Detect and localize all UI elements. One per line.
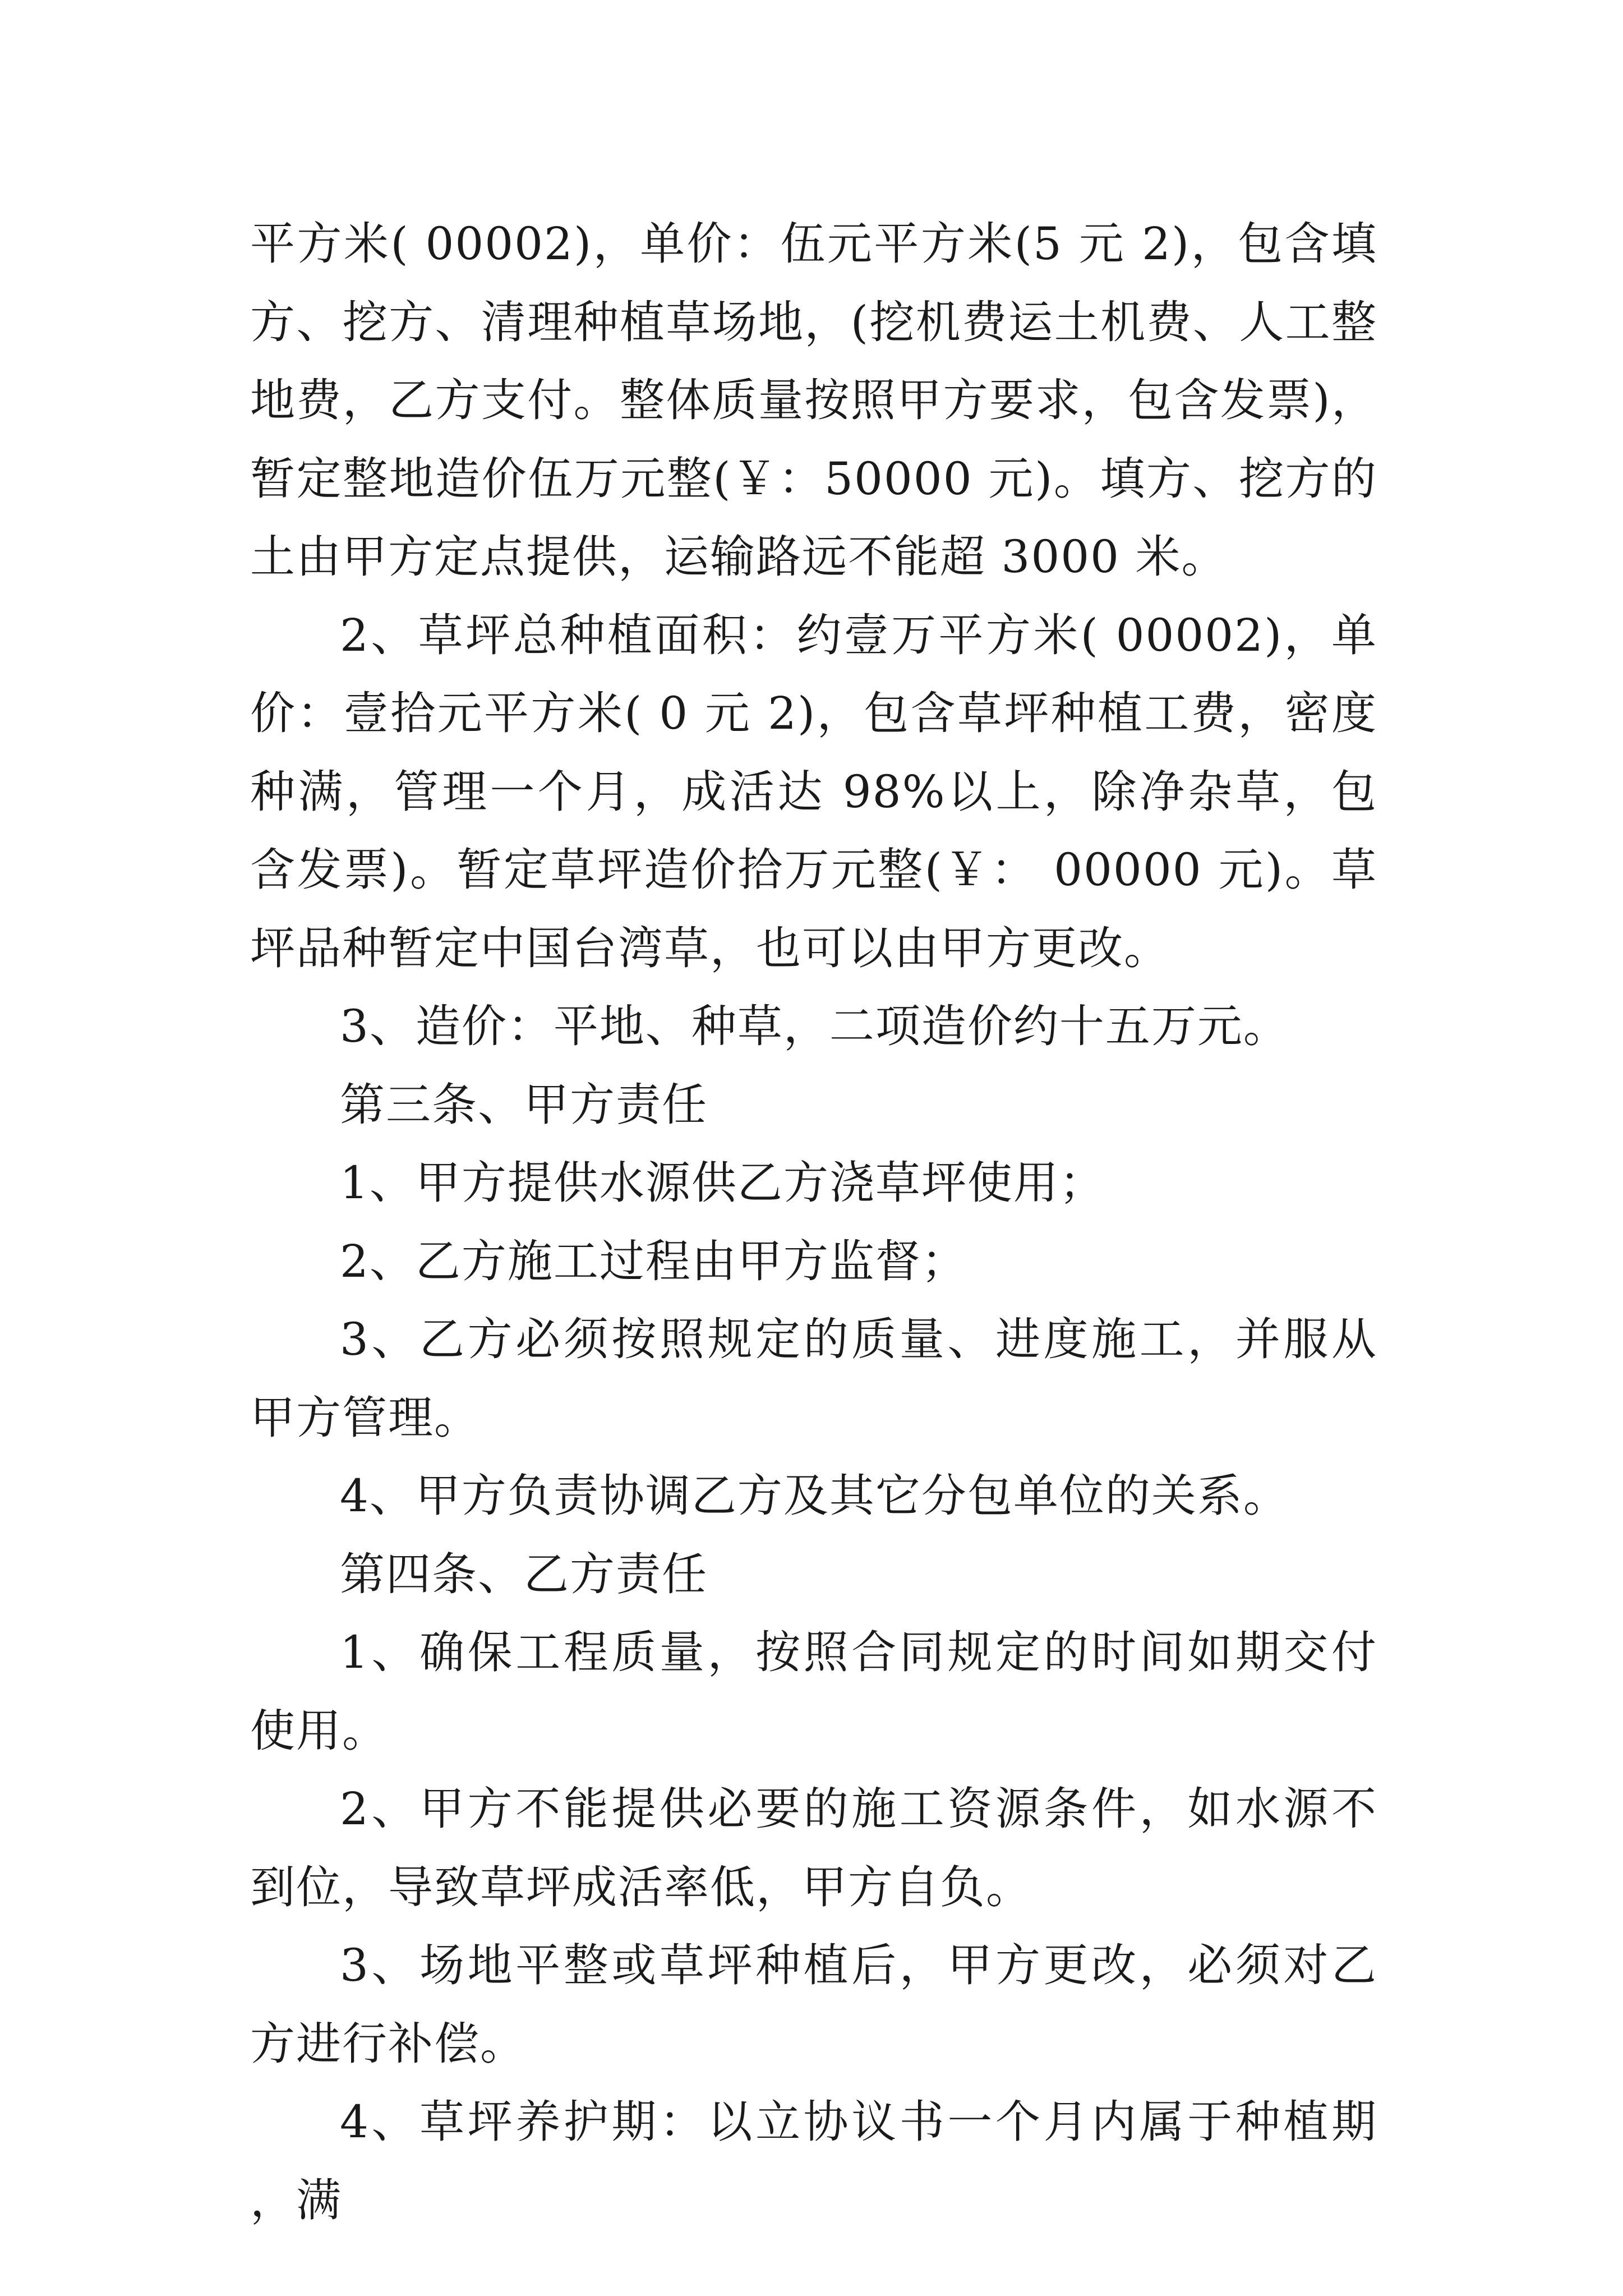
section-heading-party-a: 第三条、甲方责任 bbox=[340, 1078, 708, 1131]
list-item-party-a-2: 2、乙方施工过程由甲方监督； bbox=[340, 1235, 967, 1287]
paragraph-lawn-planting: 2、草坪总种植面积：约壹万平方米( 00002)，单价：壹拾元平方米( 0 元 2)，包含草坪种植工费，密度种满，管理一个月，成活达 98%以上，除净杂草，包含发票)。暂定草坪造价拾万元整(￥： 00000 元)。草坪品种暂定中国台湾草，也可以由甲方更改。 bbox=[250, 609, 1377, 974]
section-heading-party-b: 第四条、乙方责任 bbox=[340, 1548, 708, 1600]
list-item-party-a-1: 1、甲方提供水源供乙方浇草坪使用； bbox=[340, 1157, 1105, 1209]
list-item-party-a-4: 4、甲方负责协调乙方及其它分包单位的关系。 bbox=[340, 1470, 1289, 1522]
list-item-party-a-3: 3、乙方必须按照规定的质量、进度施工，并服从甲方管理。 bbox=[250, 1313, 1377, 1444]
document-body bbox=[250, 205, 1377, 2239]
list-item-party-b-3: 3、场地平整或草坪种植后，甲方更改，必须对乙方进行补偿。 bbox=[250, 1939, 1377, 2070]
list-item-party-b-1: 1、确保工程质量，按照合同规定的时间如期交付使用。 bbox=[250, 1626, 1377, 1757]
paragraph-total-cost: 3、造价：平地、种草，二项造价约十五万元。 bbox=[340, 1000, 1289, 1052]
paragraph-land-leveling: 平方米( 00002)，单价：伍元平方米(5 元 2)，包含填方、挖方、清理种植草场地，(挖机费运土机费、人工整地费，乙方支付。整体质量按照甲方要求，包含发票)，暂定整地造价伍万元整(￥：50000 元)。填方、挖方的土由甲方定点提供，运输路远不能超 3000 米。 bbox=[250, 218, 1377, 583]
list-item-party-b-4: 4、草坪养护期：以立协议书一个月内属于种植期，满 bbox=[250, 2096, 1377, 2226]
list-item-party-b-2: 2、甲方不能提供必要的施工资源条件，如水源不到位，导致草坪成活率低，甲方自负。 bbox=[250, 1783, 1377, 1913]
